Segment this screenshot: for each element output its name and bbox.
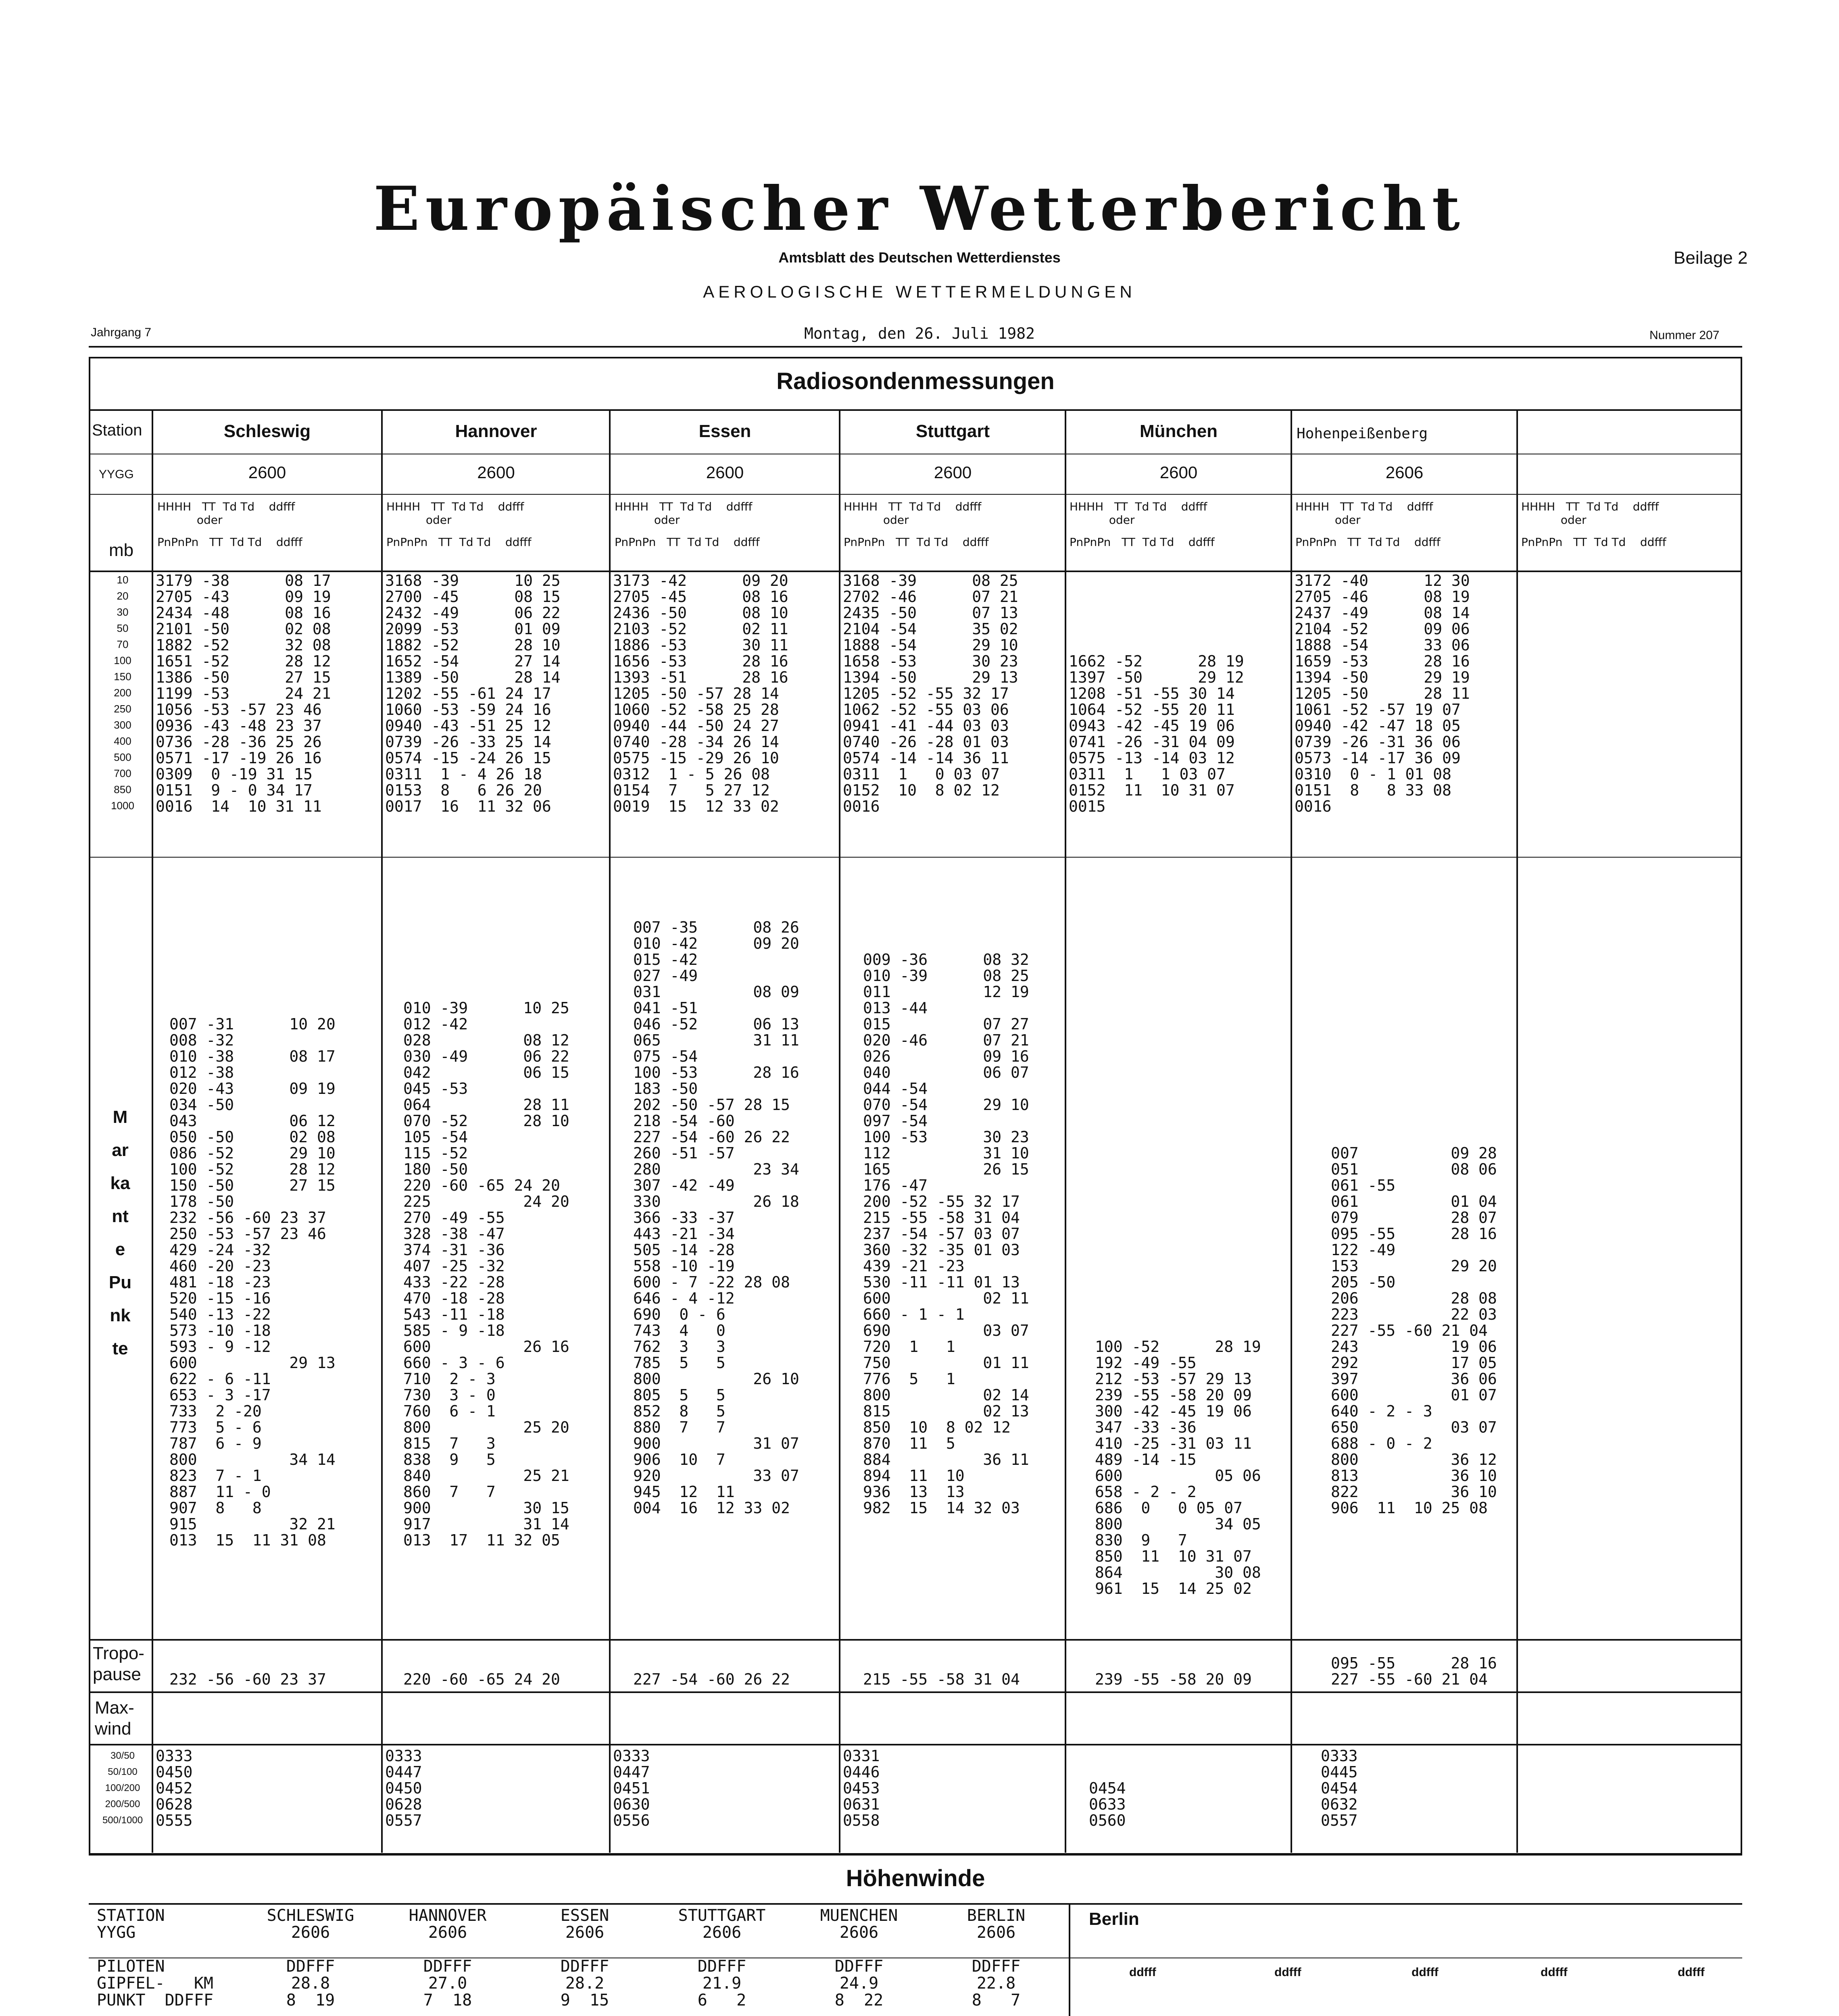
sig-points-schleswig: 007 -31 10 20 008 -32 010 -38 08 17 012 -38 020 -43 09 19 034 -50 043 06 12 050 -50 02 08 086 -52 29 10 100 -52 28 12 150 -50 27 15 178 -50 232 -56 -60 23 37 250 -53 -57 23 46 429 -24 -32 460 -20 -23 481 -18 -23 520 -15 -16 540 -13 -22 573 -10 -18 593 - 9 -12 600 29 13 622 - 6 -11 653 - 3 -17 733 2 -20 773 5 - 6 787 6 - 9 800 34 14 823 7 - 1 887 11 - 0 907 8 8 915 32 21 013 15 11 31 08 bbox=[169, 1015, 336, 1549]
radiosonde-heading: Radiosondenmessungen bbox=[776, 368, 1055, 394]
col-head: HHHH TT Td Td ddfff oder PnPnPn TT Td Td ddfff bbox=[844, 500, 989, 549]
col-head: HHHH TT Td Td ddfff oder PnPnPn TT Td Td ddfff bbox=[1070, 500, 1215, 549]
level-list: 10 20 30 50 70 100 150 200 250 300 400 500 700 850 1000 bbox=[111, 574, 134, 812]
header-rule bbox=[89, 346, 1742, 348]
yygg-value: 2600 bbox=[934, 463, 972, 482]
tropopause-essen: 227 -54 -60 26 22 bbox=[633, 1670, 790, 1688]
std-levels-hohenpeissenberg: 3172 -40 12 30 2705 -46 08 19 2437 -49 08 14 2104 -52 09 06 1888 -54 33 06 1659 -53 28 16 1394 -50 29 19 1205 -50 28 11 1061 -52 -57 19 07 0940 -42 -47 18 05 0739 -26 -31 36 06 0573 -14 -17 36 09 0310 0 - 1 01 08 0151 8 8 33 08 0016 bbox=[1295, 572, 1470, 815]
col-head: HHHH TT Td Td ddfff oder PnPnPn TT Td Td ddfff bbox=[1521, 500, 1666, 549]
maxwind-level-list: 30/50 50/100 100/200 200/500 500/1000 bbox=[102, 1750, 143, 1826]
tropopause-schleswig: 232 -56 -60 23 37 bbox=[169, 1670, 326, 1688]
hw-station-hannover: HANNOVER 2606 DDFFF 27.0 7 18 bbox=[409, 1906, 487, 2010]
hw-station-essen: ESSEN 2606 DDFFF 28.2 9 15 bbox=[560, 1906, 609, 2010]
beilage-label: Beilage 2 bbox=[1674, 248, 1748, 268]
std-levels-stuttgart: 3168 -39 08 25 2702 -46 07 21 2435 -50 07 13 2104 -54 35 02 1888 -54 29 10 1658 -53 30 23 1394 -50 29 13 1205 -52 -55 32 17 1062 -52 -55 03 06 0941 -41 -44 03 03 0740 -26 -28 01 03 0574 -14 -14 36 11 0311 1 0 03 07 0152 10 8 02 12 0016 bbox=[843, 572, 1018, 815]
station-essen: Essen bbox=[698, 421, 751, 441]
jahrgang-label: Jahrgang 7 bbox=[91, 326, 152, 339]
issue-date: Montag, den 26. Juli 1982 bbox=[804, 325, 1035, 342]
sig-points-stuttgart: 009 -36 08 32 010 -39 08 25 011 12 19 013 -44 015 07 27 020 -46 07 21 026 09 16 040 06 07 044 -54 070 -54 29 10 097 -54 100 -53 30 23 112 31 10 165 26 15 176 -47 200 -52 -55 32 17 215 -55 -58 31 04 237 -54 -57 03 07 360 -32 -35 01 03 439 -21 -23 530 -11 -11 01 13 600 02 11 660 - 1 - 1 690 03 07 720 1 1 750 01 11 776 5 1 800 02 14 815 02 13 850 10 8 02 12 870 11 5 884 36 11 894 11 10 936 13 13 982 15 14 32 03 bbox=[863, 951, 1029, 1517]
ddfff-label: ddfff bbox=[1129, 1966, 1156, 1979]
maxwind-hohenpeissenberg: 0333 0445 0454 0632 0557 bbox=[1321, 1747, 1358, 1829]
tropopause-muenchen: 239 -55 -58 20 09 bbox=[1095, 1670, 1252, 1688]
station-schleswig: Schleswig bbox=[223, 421, 311, 441]
page-title: Europäischer Wetterbericht bbox=[373, 173, 1466, 244]
issue-number: Nummer 207 bbox=[1649, 329, 1720, 342]
hw-station-stuttgart: STUTTGART 2606 DDFFF 21.9 6 2 bbox=[678, 1906, 766, 2010]
maxwind-hannover: 0333 0447 0450 0628 0557 bbox=[385, 1747, 422, 1829]
col-head: HHHH TT Td Td ddfff oder PnPnPn TT Td Td ddfff bbox=[1295, 500, 1441, 549]
station-stuttgart: Stuttgart bbox=[915, 421, 990, 441]
sig-points-hohenpeissenberg: 007 09 28 051 08 06 061 -55 061 01 04 079 28 07 095 -55 28 16 122 -49 153 29 20 205 -50 206 28 08 223 22 03 227 -55 -60 21 04 243 19 06 292 17 05 397 36 06 600 01 07 640 - 2 - 3 650 03 07 688 - 0 - 2 800 36 12 813 36 10 822 36 10 906 11 10 25 08 bbox=[1331, 1144, 1497, 1517]
yygg-value: 2600 bbox=[1159, 463, 1198, 482]
sig-points-essen: 007 -35 08 26 010 -42 09 20 015 -42 027 -49 031 08 09 041 -51 046 -52 06 13 065 31 11 075 -54 100 -53 28 16 183 -50 202 -50 -57 28 15 218 -54 -60 227 -54 -60 26 22 260 -51 -57 280 23 34 307 -42 -49 330 26 18 366 -33 -37 443 -21 -34 505 -14 -28 558 -10 -19 600 - 7 -22 28 08 646 - 4 -12 690 0 - 6 743 4 0 762 3 3 785 5 5 800 26 10 805 5 5 852 8 5 880 7 7 900 31 07 906 10 7 920 33 07 945 12 11 004 16 12 33 02 bbox=[633, 918, 799, 1517]
yygg-value: 2600 bbox=[248, 463, 286, 482]
std-levels-muenchen: 1662 -52 28 19 1397 -50 29 12 1208 -51 -55 30 14 1064 -52 -55 20 11 0943 -42 -45 19 06 0741 -26 -31 04 09 0575 -13 -14 03 12 0311 1 1 03 07 0152 11 10 31 07 0015 bbox=[1069, 652, 1244, 815]
tropopause-hohenpeissenberg: 095 -55 28 16 227 -55 -60 21 04 bbox=[1331, 1654, 1497, 1688]
markante-punkte-label: Markante Punkte bbox=[108, 1107, 132, 1358]
tropopause-hannover: 220 -60 -65 24 20 bbox=[403, 1670, 560, 1688]
page-subtitle: Amtsblatt des Deutschen Wetterdienstes bbox=[778, 249, 1061, 266]
hw-station-schleswig: SCHLESWIG 2606 DDFFF 28.8 8 19 bbox=[267, 1906, 354, 2010]
station-label: Station bbox=[92, 421, 142, 439]
std-levels-hannover: 3168 -39 10 25 2700 -45 08 15 2432 -49 06 22 2099 -53 01 09 1882 -52 28 10 1652 -54 27 14 1389 -50 28 14 1202 -55 -61 24 17 1060 -53 -59 24 16 0940 -43 -51 25 12 0739 -26 -33 25 14 0574 -15 -24 26 15 0311 1 - 4 26 18 0153 8 6 26 20 0017 16 11 32 06 bbox=[385, 572, 561, 815]
maxwind-stuttgart: 0331 0446 0453 0631 0558 bbox=[843, 1747, 880, 1829]
yygg-value: 2606 bbox=[1385, 463, 1424, 482]
berlin-box-label: Berlin bbox=[1089, 1909, 1139, 1929]
col-head: HHHH TT Td Td ddfff oder PnPnPn TT Td Td ddfff bbox=[615, 500, 760, 549]
sig-points-muenchen: 100 -52 28 19 192 -49 -55 212 -53 -57 29 13 239 -55 -58 20 09 300 -42 -45 19 06 347 -33 -36 410 -25 -31 03 11 489 -14 -15 600 05 06 658 - 2 - 2 686 0 0 05 07 800 34 05 830 9 7 850 11 10 31 07 864 30 08 961 15 14 25 02 bbox=[1095, 1338, 1261, 1597]
mb-label: mb bbox=[109, 540, 134, 560]
std-levels-schleswig: 3179 -38 08 17 2705 -43 09 19 2434 -48 08 16 2101 -50 02 08 1882 -52 32 08 1651 -52 28 12 1386 -50 27 15 1199 -53 24 21 1056 -53 -57 23 46 0936 -43 -48 23 37 0736 -28 -36 25 26 0571 -17 -19 26 16 0309 0 -19 31 15 0151 9 - 0 34 17 0016 14 10 31 11 bbox=[156, 572, 331, 815]
hoehenwinde-heading: Höhenwinde bbox=[846, 1865, 985, 1891]
maxwind-label: Max- wind bbox=[95, 1698, 134, 1739]
sig-points-hannover: 010 -39 10 25 012 -42 028 08 12 030 -49 06 22 042 06 15 045 -53 064 28 11 070 -52 28 10 105 -54 115 -52 180 -50 220 -60 -65 24 20 225 24 20 270 -49 -55 328 -38 -47 374 -31 -36 407 -25 -32 433 -22 -28 470 -18 -28 543 -11 -18 585 - 9 -18 600 26 16 660 - 3 - 6 710 2 - 3 730 3 - 0 760 6 - 1 800 25 20 815 7 3 838 9 5 840 25 21 860 7 7 900 30 15 917 31 14 013 17 11 32 05 bbox=[403, 999, 569, 1549]
std-levels-essen: 3173 -42 09 20 2705 -45 08 16 2436 -50 08 10 2103 -52 02 11 1886 -53 30 11 1656 -53 28 16 1393 -51 28 16 1205 -50 -57 28 14 1060 -52 -58 25 28 0940 -44 -50 24 27 0740 -28 -34 26 14 0575 -15 -29 26 10 0312 1 - 5 26 08 0154 7 5 27 12 0019 15 12 33 02 bbox=[613, 572, 788, 815]
station-muenchen: München bbox=[1139, 421, 1218, 441]
maxwind-muenchen: 0454 0633 0560 bbox=[1089, 1779, 1126, 1829]
yygg-value: 2600 bbox=[477, 463, 515, 482]
section-title: AEROLOGISCHE WETTERMELDUNGEN bbox=[703, 282, 1136, 301]
tropopause-label: Tropo- pause bbox=[93, 1643, 144, 1684]
ddfff-label: ddfff bbox=[1541, 1966, 1568, 1979]
tropopause-stuttgart: 215 -55 -58 31 04 bbox=[863, 1670, 1020, 1688]
hw-station-berlin: BERLIN 2606 DDFFF 22.8 8 7 bbox=[967, 1906, 1026, 2010]
ddfff-label: ddfff bbox=[1274, 1966, 1301, 1979]
ddfff-label: ddfff bbox=[1678, 1966, 1705, 1979]
yygg-label: YYGG bbox=[99, 468, 134, 481]
col-head: HHHH TT Td Td ddfff oder PnPnPn TT Td Td ddfff bbox=[157, 500, 302, 549]
col-head: HHHH TT Td Td ddfff oder PnPnPn TT Td Td ddfff bbox=[386, 500, 532, 549]
station-hannover: Hannover bbox=[455, 421, 537, 441]
maxwind-essen: 0333 0447 0451 0630 0556 bbox=[613, 1747, 650, 1829]
maxwind-schleswig: 0333 0450 0452 0628 0555 bbox=[156, 1747, 193, 1829]
hw-station-muenchen: MUENCHEN 2606 DDFFF 24.9 8 22 bbox=[820, 1906, 898, 2010]
station-hohenpeissenberg: Hohenpeißenberg bbox=[1297, 425, 1428, 442]
hoehenwinde-left-header: STATION YYGG PILOTEN GIPFEL- KM PUNKT DDFFF bbox=[97, 1906, 213, 2010]
ddfff-label: ddfff bbox=[1412, 1966, 1439, 1979]
yygg-value: 2600 bbox=[706, 463, 744, 482]
